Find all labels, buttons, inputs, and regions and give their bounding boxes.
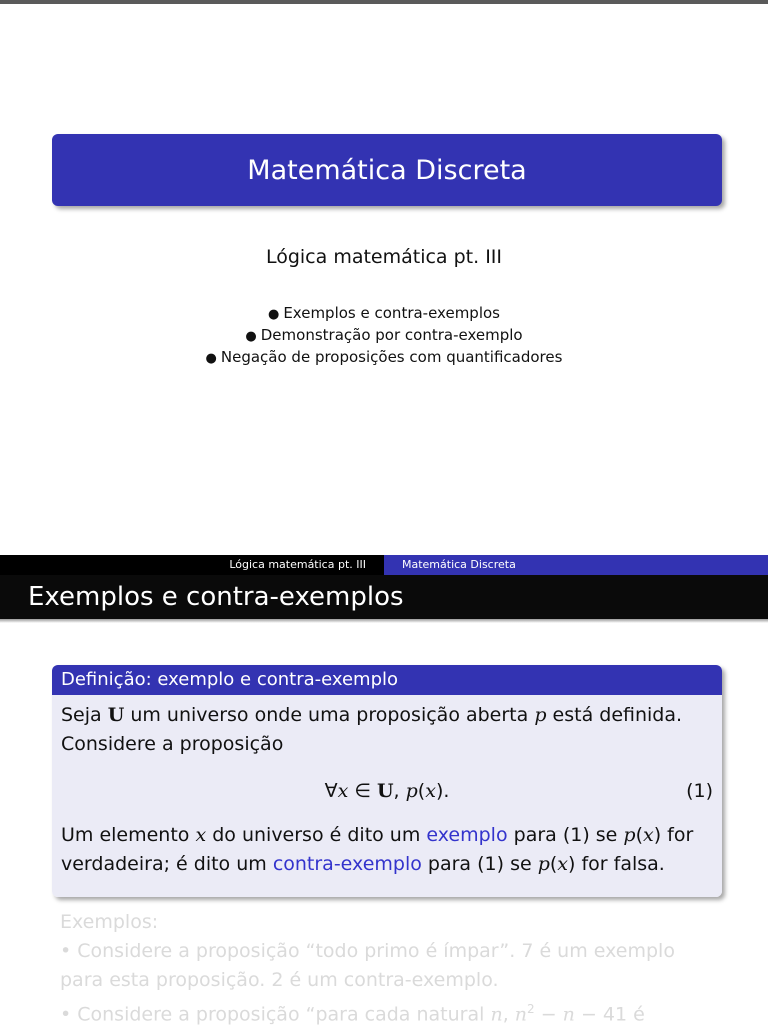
text-span: ( (417, 780, 426, 802)
examples-heading: Exemplos: (60, 911, 159, 933)
math-variable: x (557, 853, 569, 875)
presentation-title-box (52, 134, 722, 206)
slide-header-bar (0, 555, 768, 575)
highlight-exemplo: exemplo (426, 824, 508, 846)
display-equation (61, 773, 713, 813)
definition-line-4 (61, 850, 713, 879)
header-course-label: Matemática Discreta (384, 555, 768, 575)
topic-item (0, 303, 768, 325)
examples-section (60, 908, 720, 1029)
text-span: − 41 é (574, 1003, 645, 1026)
example-line-1: • Considere a proposição “todo primo é ímpar”. 7 é um exemplo (60, 940, 675, 962)
math-variable: n (562, 1003, 575, 1026)
universe-symbol: U (376, 780, 394, 802)
universe-symbol: U (107, 704, 125, 726)
text-span: − (534, 1003, 563, 1026)
topic-item (0, 325, 768, 347)
definition-body (52, 695, 722, 897)
math-variable: n (490, 1003, 503, 1026)
presentation-title: Matemática Discreta (247, 154, 527, 186)
topic-list (0, 303, 768, 369)
text-span: para (1) se (421, 853, 538, 875)
bullet-icon: ● (205, 351, 217, 366)
bullet-icon: ● (245, 329, 257, 344)
example-line-2: para esta proposição. 2 é um contra-exemplo. (60, 969, 499, 991)
text-span: ) for (653, 824, 694, 846)
text-span: Seja (61, 704, 108, 726)
math-variable: x (643, 824, 654, 846)
text-span: Um elemento (61, 824, 196, 846)
frame-title-shadow (0, 619, 768, 623)
text-span: , (393, 780, 406, 802)
element-of-symbol: ∈ (348, 780, 377, 802)
header-section-label: Lógica matemática pt. III (0, 555, 384, 575)
bullet-icon: ● (267, 307, 280, 322)
topic-item (0, 347, 768, 369)
topic-label: Exemplos e contra-exemplos (283, 304, 500, 322)
text-span: do universo é dito um (206, 824, 427, 846)
topic-label: Demonstração por contra-exemplo (260, 326, 523, 344)
forall-symbol: ∀ (324, 780, 338, 802)
equation-formula (61, 777, 713, 806)
definition-title: Definição: exemplo e contra-exemplo (52, 665, 722, 695)
presentation-subtitle: Lógica matemática pt. III (265, 246, 503, 268)
text-span: para (1) se (507, 824, 624, 846)
text-span: um universo onde uma proposição aberta (124, 704, 535, 726)
text-span: , (502, 1003, 515, 1026)
text-span: ) for falsa. (568, 853, 665, 875)
text-span: ( (549, 853, 558, 875)
equation-number: (1) (686, 780, 713, 802)
definition-line-2: Considere a proposição (61, 733, 284, 755)
math-variable: n (514, 1003, 528, 1026)
top-rule (0, 0, 768, 4)
definition-line-1 (61, 701, 713, 730)
math-variable: x (425, 780, 436, 802)
text-span: verdadeira; é dito um (61, 853, 273, 875)
text-span: ( (635, 824, 644, 846)
definition-line-3 (61, 821, 713, 850)
text-span: está definida. (546, 704, 683, 726)
math-variable: p (405, 780, 418, 802)
definition-block (52, 665, 722, 897)
topic-label: Negação de proposições com quantificadores (220, 348, 563, 366)
math-variable: p (537, 853, 550, 875)
text-span: • Considere a proposição “para cada natural (60, 1003, 491, 1026)
math-variable: x (337, 780, 349, 802)
math-variable: p (534, 704, 547, 726)
math-variable: x (195, 824, 207, 846)
highlight-contra-exemplo: contra-exemplo (272, 853, 422, 875)
exponent: 2 (527, 1002, 535, 1016)
text-span: ). (435, 780, 450, 802)
math-variable: p (623, 824, 636, 846)
frame-title: Exemplos e contra-exemplos (0, 575, 768, 619)
